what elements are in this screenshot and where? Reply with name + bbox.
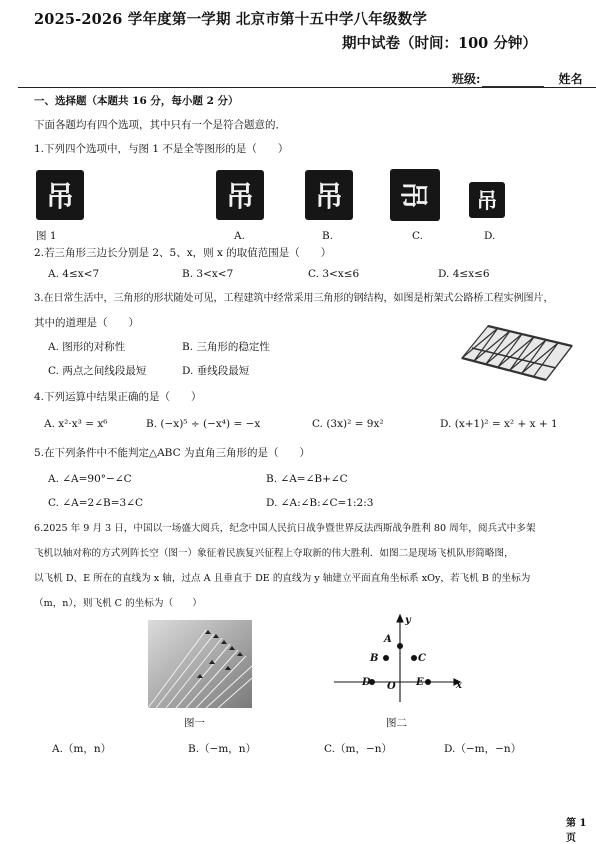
page-number: 第 1 页 — [566, 818, 587, 844]
q2-option-b[interactable]: B. 3<x<7 — [182, 268, 234, 280]
exam-subtitle: 期中试卷（时间：100 分钟） — [342, 35, 537, 52]
q1-option-a-figure: 吊 — [216, 170, 264, 220]
q6-option-d[interactable]: D.（−m，−n） — [444, 743, 522, 755]
point-e-label: E — [416, 677, 424, 688]
q6-figure-2-label: 图二 — [386, 717, 407, 729]
question-5-stem: 5.在下列条件中不能判定△ABC 为直角三角形的是（ ） — [34, 447, 310, 459]
question-3-stem: 3.在日常生活中，三角形的形状随处可见，工程建筑中经常采用三角形的钢结构，如图是桁架式公路桥工程实例图片， — [34, 293, 554, 304]
q6-option-a[interactable]: A.（m，n） — [52, 743, 112, 755]
student-info-line — [452, 70, 582, 87]
header-rule — [18, 87, 596, 88]
y-axis-label: y — [405, 615, 411, 626]
truss-bridge-image — [458, 318, 576, 388]
question-6-line-3: 以飞机 D、E 所在的直线为 x 轴，过点 A 且垂直于 DE 的直线为 y 轴建立平面直角坐标系 xOy，若飞机 B 的坐标为 — [34, 573, 531, 584]
q1-figure-1: 吊 — [36, 170, 84, 220]
q2-option-d[interactable]: D. 4≤x≤6 — [438, 268, 490, 280]
question-6-line-1: 6.2025 年 9 月 3 日，中国以一场盛大阅兵，纪念中国人民抗日战争暨世界反法西斯战争胜利 80 周年，阅兵式中多架 — [34, 523, 536, 534]
q3-option-d[interactable]: D. 垂线段最短 — [182, 365, 250, 377]
q3-option-a[interactable]: A. 图形的对称性 — [48, 341, 126, 353]
origin-label: O — [387, 681, 396, 692]
formation-coordinate-diagram — [330, 612, 470, 704]
point-b-label: B — [370, 653, 379, 664]
q1-option-d-label[interactable]: D. — [484, 230, 496, 242]
question-1-stem: 1.下列四个选项中，与图 1 不是全等图形的是（ ） — [34, 143, 289, 155]
q1-option-c-figure: 吊 — [390, 169, 440, 221]
q4-option-c[interactable]: C. (3x)² = 9x² — [312, 418, 384, 430]
q6-option-c[interactable]: C.（m，−n） — [324, 743, 393, 755]
q5-option-d[interactable]: D. ∠A:∠B:∠C=1:2:3 — [266, 497, 374, 509]
q1-option-d-figure: 吊 — [469, 182, 505, 218]
q1-option-c-label[interactable]: C. — [412, 230, 423, 242]
question-3-stem-cont: 其中的道理是（ ） — [34, 317, 139, 329]
q4-option-d[interactable]: D. (x+1)² = x² + x + 1 — [440, 418, 558, 430]
question-4-stem: 4.下列运算中结果正确的是（ ） — [34, 391, 202, 403]
q5-option-b[interactable]: B. ∠A=∠B+∠C — [266, 473, 348, 485]
exam-title: 2025-2026 学年度第一学期 北京市第十五中学八年级数学 — [34, 11, 428, 28]
q5-option-c[interactable]: C. ∠A=2∠B=3∠C — [48, 497, 144, 509]
q4-option-a[interactable]: A. x²·x³ = x⁶ — [44, 418, 108, 430]
q1-option-b-figure: 吊 — [305, 170, 353, 220]
section-instruction: 下面各题均有四个选项，其中只有一个是符合题意的． — [34, 119, 286, 131]
q1-option-b-label[interactable]: B. — [322, 230, 334, 242]
point-a-label: A — [384, 634, 392, 645]
class-label: 班级: — [452, 72, 481, 86]
question-6-line-2: 飞机以轴对称的方式列阵长空（图一）象征着民族复兴征程上夺取新的伟大胜利．如图二是现场飞机队形简略图， — [34, 548, 514, 559]
point-c-label: C — [418, 653, 426, 664]
q6-figure-1-label: 图一 — [184, 717, 205, 729]
q6-option-b[interactable]: B.（−m，n） — [188, 743, 257, 755]
q3-option-b[interactable]: B. 三角形的稳定性 — [182, 341, 270, 353]
q2-option-a[interactable]: A. 4≤x<7 — [48, 268, 100, 280]
q2-option-c[interactable]: C. 3<x≤6 — [308, 268, 360, 280]
name-label: 姓名 — [558, 72, 583, 86]
question-6-line-4: （m，n），则飞机 C 的坐标为（ ） — [34, 598, 202, 609]
q1-figure-1-label: 图 1 — [36, 230, 57, 242]
x-axis-label: x — [456, 680, 462, 691]
q1-option-a-label[interactable]: A. — [234, 230, 245, 242]
section-heading: 一、选择题（本题共 16 分，每小题 2 分） — [34, 95, 239, 107]
parade-aircraft-photo — [148, 620, 252, 708]
question-2-stem: 2.若三角形三边长分别是 2、5、x，则 x 的取值范围是（ ） — [34, 247, 332, 259]
q5-option-a[interactable]: A. ∠A=90°−∠C — [48, 473, 132, 485]
class-blank — [482, 74, 544, 87]
q3-option-c[interactable]: C. 两点之间线段最短 — [48, 365, 147, 377]
q4-option-b[interactable]: B. (−x)⁵ ÷ (−x⁴) = −x — [146, 418, 261, 430]
point-d-label: D — [362, 677, 371, 688]
